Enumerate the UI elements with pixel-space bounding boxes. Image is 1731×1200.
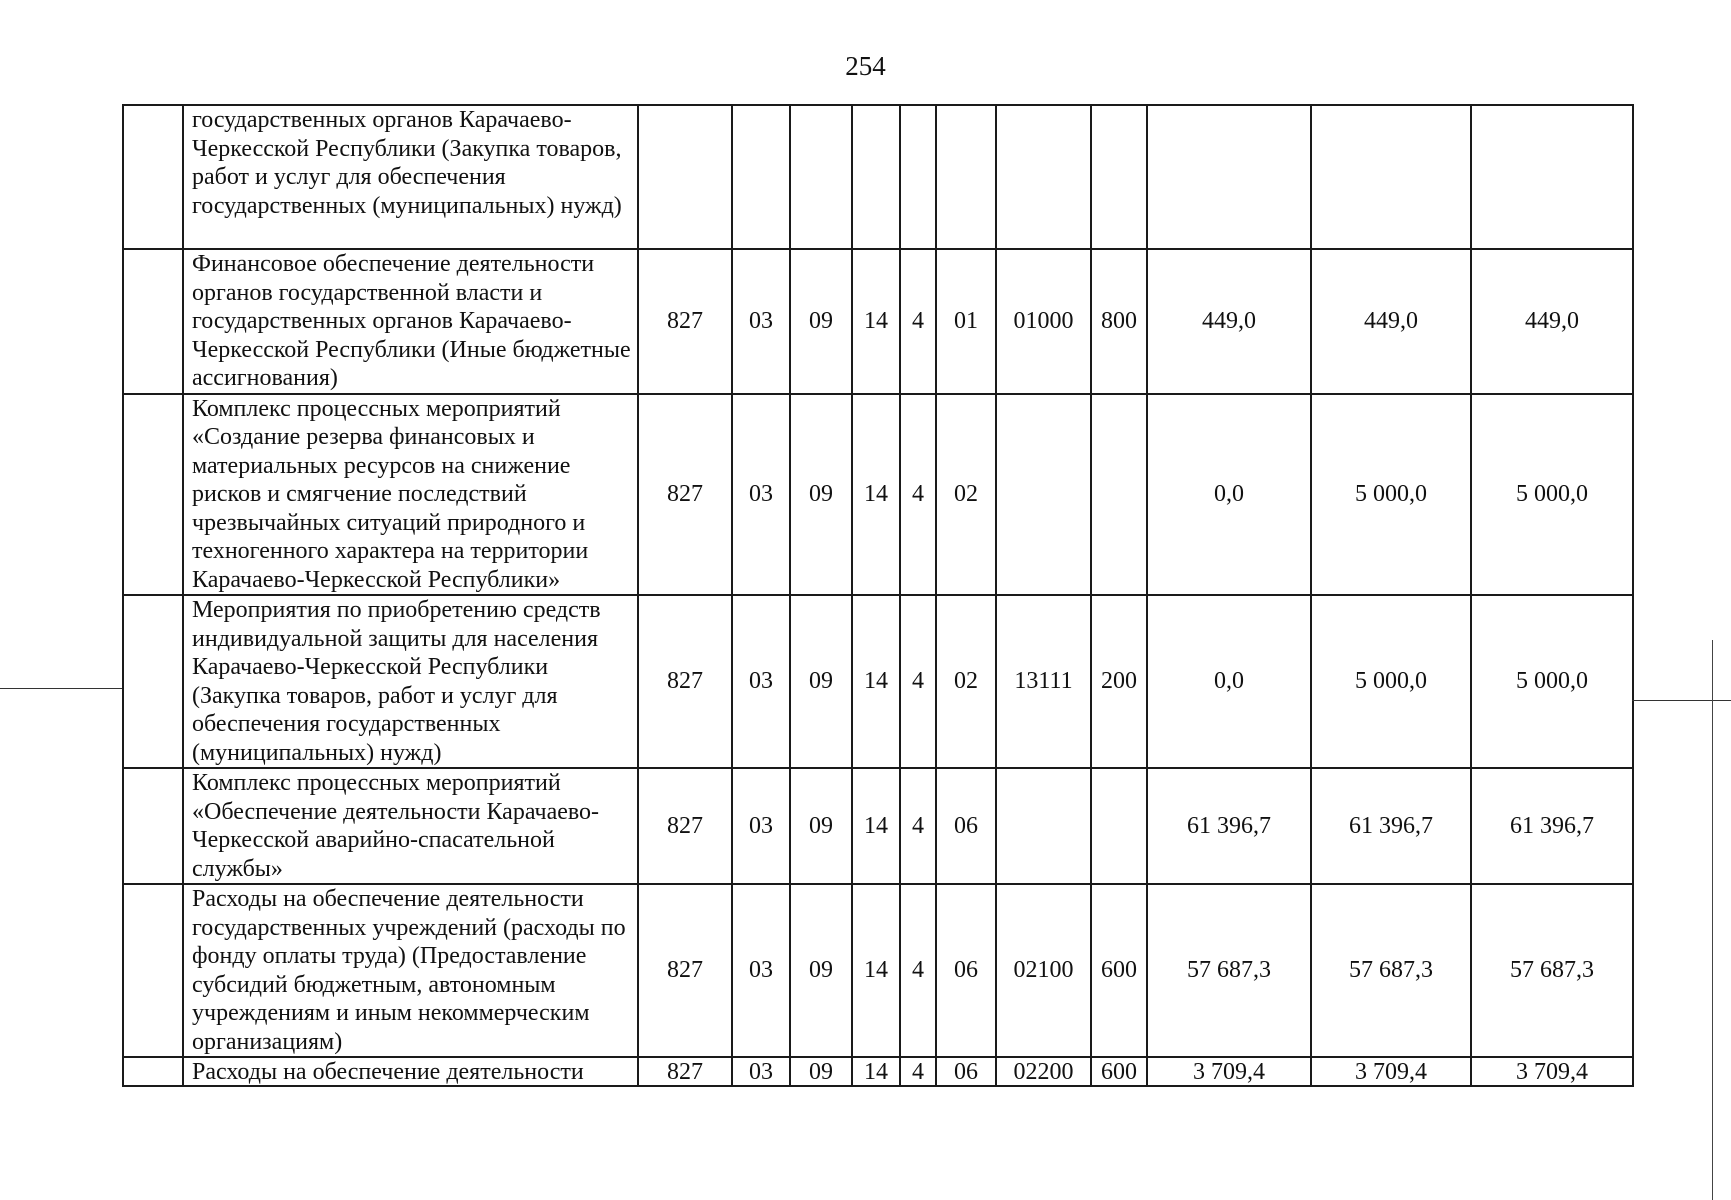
- section-code: 03: [732, 1057, 790, 1086]
- structural-element-code: [936, 105, 996, 249]
- table-row: [123, 595, 1633, 768]
- ministry-code: 827: [638, 884, 732, 1057]
- expense-type-code: [1091, 768, 1147, 884]
- sum-year-1: 0,0: [1147, 595, 1311, 768]
- subsection-code: 09: [790, 394, 852, 596]
- sum-year-1: 61 396,7: [1147, 768, 1311, 884]
- program-code: 14: [852, 884, 900, 1057]
- table-row: [123, 105, 1633, 249]
- table-row: [123, 768, 1633, 884]
- sum-year-3: 57 687,3: [1471, 884, 1633, 1057]
- ministry-code: 827: [638, 595, 732, 768]
- subsection-code: [790, 105, 852, 249]
- sum-year-2: [1311, 105, 1471, 249]
- program-code: [852, 105, 900, 249]
- program-type-code: [900, 105, 936, 249]
- program-code: 14: [852, 249, 900, 394]
- subsection-code: 09: [790, 768, 852, 884]
- section-code: 03: [732, 249, 790, 394]
- scan-edge-line: [1712, 640, 1713, 1200]
- expense-name: государственных органов Карачаево-Черкесской Республики (Закупка товаров, работ и услуг для обеспечения государственных (муниципальных) нужд): [183, 105, 638, 249]
- sum-year-1: 57 687,3: [1147, 884, 1311, 1057]
- table-row: [123, 884, 1633, 1057]
- sum-year-2: 449,0: [1311, 249, 1471, 394]
- subsection-code: 09: [790, 249, 852, 394]
- sum-year-2: 5 000,0: [1311, 394, 1471, 596]
- expense-name: Мероприятия по приобретению средств индивидуальной защиты для населения Карачаево-Черкесской Республики (Закупка товаров, работ и услуг для обеспечения государственных (муниципальных) нужд): [183, 595, 638, 768]
- sum-year-1: 3 709,4: [1147, 1057, 1311, 1086]
- table-row: [123, 394, 1633, 596]
- scan-fold-line-right: [1632, 700, 1731, 701]
- expense-type-code: [1091, 394, 1147, 596]
- expense-type-code: 600: [1091, 884, 1147, 1057]
- row-number-cell: [123, 249, 183, 394]
- row-number-cell: [123, 768, 183, 884]
- structural-element-code: 02: [936, 394, 996, 596]
- scan-fold-line-left: [0, 688, 122, 689]
- structural-element-code: 06: [936, 768, 996, 884]
- expense-type-code: 200: [1091, 595, 1147, 768]
- sum-year-2: 57 687,3: [1311, 884, 1471, 1057]
- row-number-cell: [123, 105, 183, 249]
- sum-year-1: [1147, 105, 1311, 249]
- structural-element-code: 02: [936, 595, 996, 768]
- section-code: [732, 105, 790, 249]
- expense-name: Комплекс процессных мероприятий «Обеспечение деятельности Карачаево-Черкесской аварийно-спасательной службы»: [183, 768, 638, 884]
- program-code: 14: [852, 394, 900, 596]
- expense-name: Расходы на обеспечение деятельности государственных учреждений (расходы по фонду оплаты труда) (Предоставление субсидий бюджетным, автономным учреждениям и иным некоммерческим организациям): [183, 884, 638, 1057]
- section-code: 03: [732, 595, 790, 768]
- expense-name: Расходы на обеспечение деятельности: [183, 1057, 638, 1086]
- program-type-code: 4: [900, 1057, 936, 1086]
- direction-code: 01000: [996, 249, 1091, 394]
- row-number-cell: [123, 1057, 183, 1086]
- direction-code: 13111: [996, 595, 1091, 768]
- sum-year-2: 61 396,7: [1311, 768, 1471, 884]
- row-number-cell: [123, 595, 183, 768]
- sum-year-3: 61 396,7: [1471, 768, 1633, 884]
- expense-name: Комплекс процессных мероприятий «Создание резерва финансовых и материальных ресурсов на снижение рисков и смягчение последствий чрезвычайных ситуаций природного и техногенного характера на территории Карачаево-Черкесской Республики»: [183, 394, 638, 596]
- expense-type-code: [1091, 105, 1147, 249]
- structural-element-code: 06: [936, 884, 996, 1057]
- program-type-code: 4: [900, 249, 936, 394]
- ministry-code: 827: [638, 249, 732, 394]
- direction-code: [996, 768, 1091, 884]
- table-row: [123, 1057, 1633, 1086]
- budget-table: [122, 104, 1634, 1087]
- sum-year-3: 5 000,0: [1471, 595, 1633, 768]
- ministry-code: [638, 105, 732, 249]
- row-number-cell: [123, 394, 183, 596]
- program-code: 14: [852, 768, 900, 884]
- sum-year-3: 449,0: [1471, 249, 1633, 394]
- program-code: 14: [852, 1057, 900, 1086]
- sum-year-3: 5 000,0: [1471, 394, 1633, 596]
- sum-year-2: 3 709,4: [1311, 1057, 1471, 1086]
- program-type-code: 4: [900, 394, 936, 596]
- program-type-code: 4: [900, 768, 936, 884]
- program-type-code: 4: [900, 595, 936, 768]
- direction-code: [996, 105, 1091, 249]
- ministry-code: 827: [638, 768, 732, 884]
- direction-code: [996, 394, 1091, 596]
- program-code: 14: [852, 595, 900, 768]
- sum-year-2: 5 000,0: [1311, 595, 1471, 768]
- ministry-code: 827: [638, 394, 732, 596]
- sum-year-1: 449,0: [1147, 249, 1311, 394]
- expense-type-code: 800: [1091, 249, 1147, 394]
- section-code: 03: [732, 768, 790, 884]
- subsection-code: 09: [790, 1057, 852, 1086]
- direction-code: 02200: [996, 1057, 1091, 1086]
- sum-year-3: 3 709,4: [1471, 1057, 1633, 1086]
- subsection-code: 09: [790, 884, 852, 1057]
- ministry-code: 827: [638, 1057, 732, 1086]
- subsection-code: 09: [790, 595, 852, 768]
- structural-element-code: 06: [936, 1057, 996, 1086]
- section-code: 03: [732, 884, 790, 1057]
- sum-year-3: [1471, 105, 1633, 249]
- row-number-cell: [123, 884, 183, 1057]
- table-row: [123, 249, 1633, 394]
- expense-name: Финансовое обеспечение деятельности органов государственной власти и государственных органов Карачаево-Черкесской Республики (Иные бюджетные ассигнования): [183, 249, 638, 394]
- direction-code: 02100: [996, 884, 1091, 1057]
- section-code: 03: [732, 394, 790, 596]
- sum-year-1: 0,0: [1147, 394, 1311, 596]
- budget-table-sheet: [122, 104, 1632, 1087]
- expense-type-code: 600: [1091, 1057, 1147, 1086]
- program-type-code: 4: [900, 884, 936, 1057]
- structural-element-code: 01: [936, 249, 996, 394]
- page-number: 254: [845, 51, 886, 81]
